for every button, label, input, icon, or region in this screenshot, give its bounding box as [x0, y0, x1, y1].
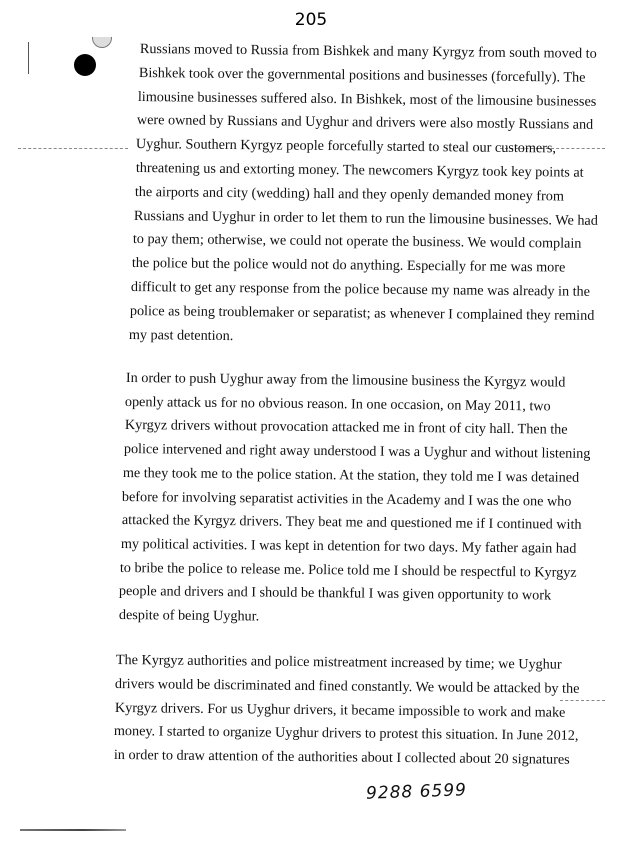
text-line: The Kyrgyz authorities and police mistreatment increased by time; we Uyghur [115, 651, 562, 673]
text-line: despite of being Uyghur. [118, 606, 259, 625]
scan-stroke-bottom [20, 829, 126, 831]
text-line: police as being troublemaker or separatist; as whenever I complained they remind [129, 302, 595, 324]
text-line: difficult to get any response from the police because my name was already in the [130, 278, 591, 300]
text-line: Russians and Uyghur in order to let them to run the limousine businesses. We had [133, 207, 598, 229]
scan-dash-line-right-lower [560, 700, 605, 701]
page-number: 205 [294, 10, 328, 30]
text-line: Russians moved to Russia from Bishkek and many Kyrgyz from south moved to [139, 40, 597, 62]
text-line: money. I started to organize Uyghur drivers to protest this situation. In June 2012, [114, 723, 579, 745]
text-line: the police but the police would not do anything. Especially for me was more [131, 255, 566, 276]
text-line: limousine businesses suffered also. In Bishkek, most of the limousine businesses [138, 88, 597, 110]
text-line: Kyrgyz drivers. For us Uyghur drivers, it became impossible to work and make [114, 699, 566, 721]
handwritten-note: 9288 6599 [365, 780, 468, 804]
text-line: Uyghur. Southern Kyrgyz people forcefully started to steal our customers, [136, 136, 557, 157]
text-line: my political activities. I was kept in detention for two days. My father again had [120, 535, 577, 557]
text-line: people and drivers and I should be thankful I was given opportunity to work [119, 583, 552, 604]
punch-hole-partial [92, 37, 112, 48]
text-line: attacked the Kyrgyz drivers. They beat me and questioned me if I continued with [121, 512, 582, 533]
text-line: to pay them; otherwise, we could not operate the business. We would complain [132, 231, 582, 253]
punch-hole [74, 54, 96, 76]
text-line: me they took me to the police station. At the station, they told me I was detained [122, 464, 580, 486]
text-line: drivers would be discriminated and fined constantly. We would be attacked by the [115, 675, 580, 697]
scan-dash-line-left [18, 148, 128, 149]
text-line: threatening us and extorting money. The newcomers Kyrgyz took key points at [135, 159, 584, 181]
text-line: police intervened and right away understood I was a Uyghur and without listening [123, 441, 591, 462]
text-line: Bishkek took over the governmental positions and businesses (forcefully). The [138, 64, 586, 86]
text-line: the airports and city (wedding) hall and they openly demanded money from [134, 183, 564, 205]
text-line: were owned by Russians and Uyghur and drivers were also mostly Russians and [137, 112, 594, 134]
text-line: Kyrgyz drivers without provocation attacked me in front of city hall. Then the [124, 417, 568, 439]
text-line: before for involving separatist activities in the Academy and I was the one who [122, 488, 572, 510]
text-line: my past detention. [129, 326, 234, 344]
text-line: to bribe the police to release me. Police told me I should be respectful to Kyrgyz [119, 559, 577, 581]
scan-margin-line [28, 42, 29, 74]
text-line: In order to push Uyghur away from the limousine business the Kyrgyz would [125, 369, 566, 391]
text-line: in order to draw attention of the authorities about I collected about 20 signatures [113, 747, 570, 768]
text-line: openly attack us for no obvious reason. In one occasion, on May 2011, two [125, 393, 552, 415]
